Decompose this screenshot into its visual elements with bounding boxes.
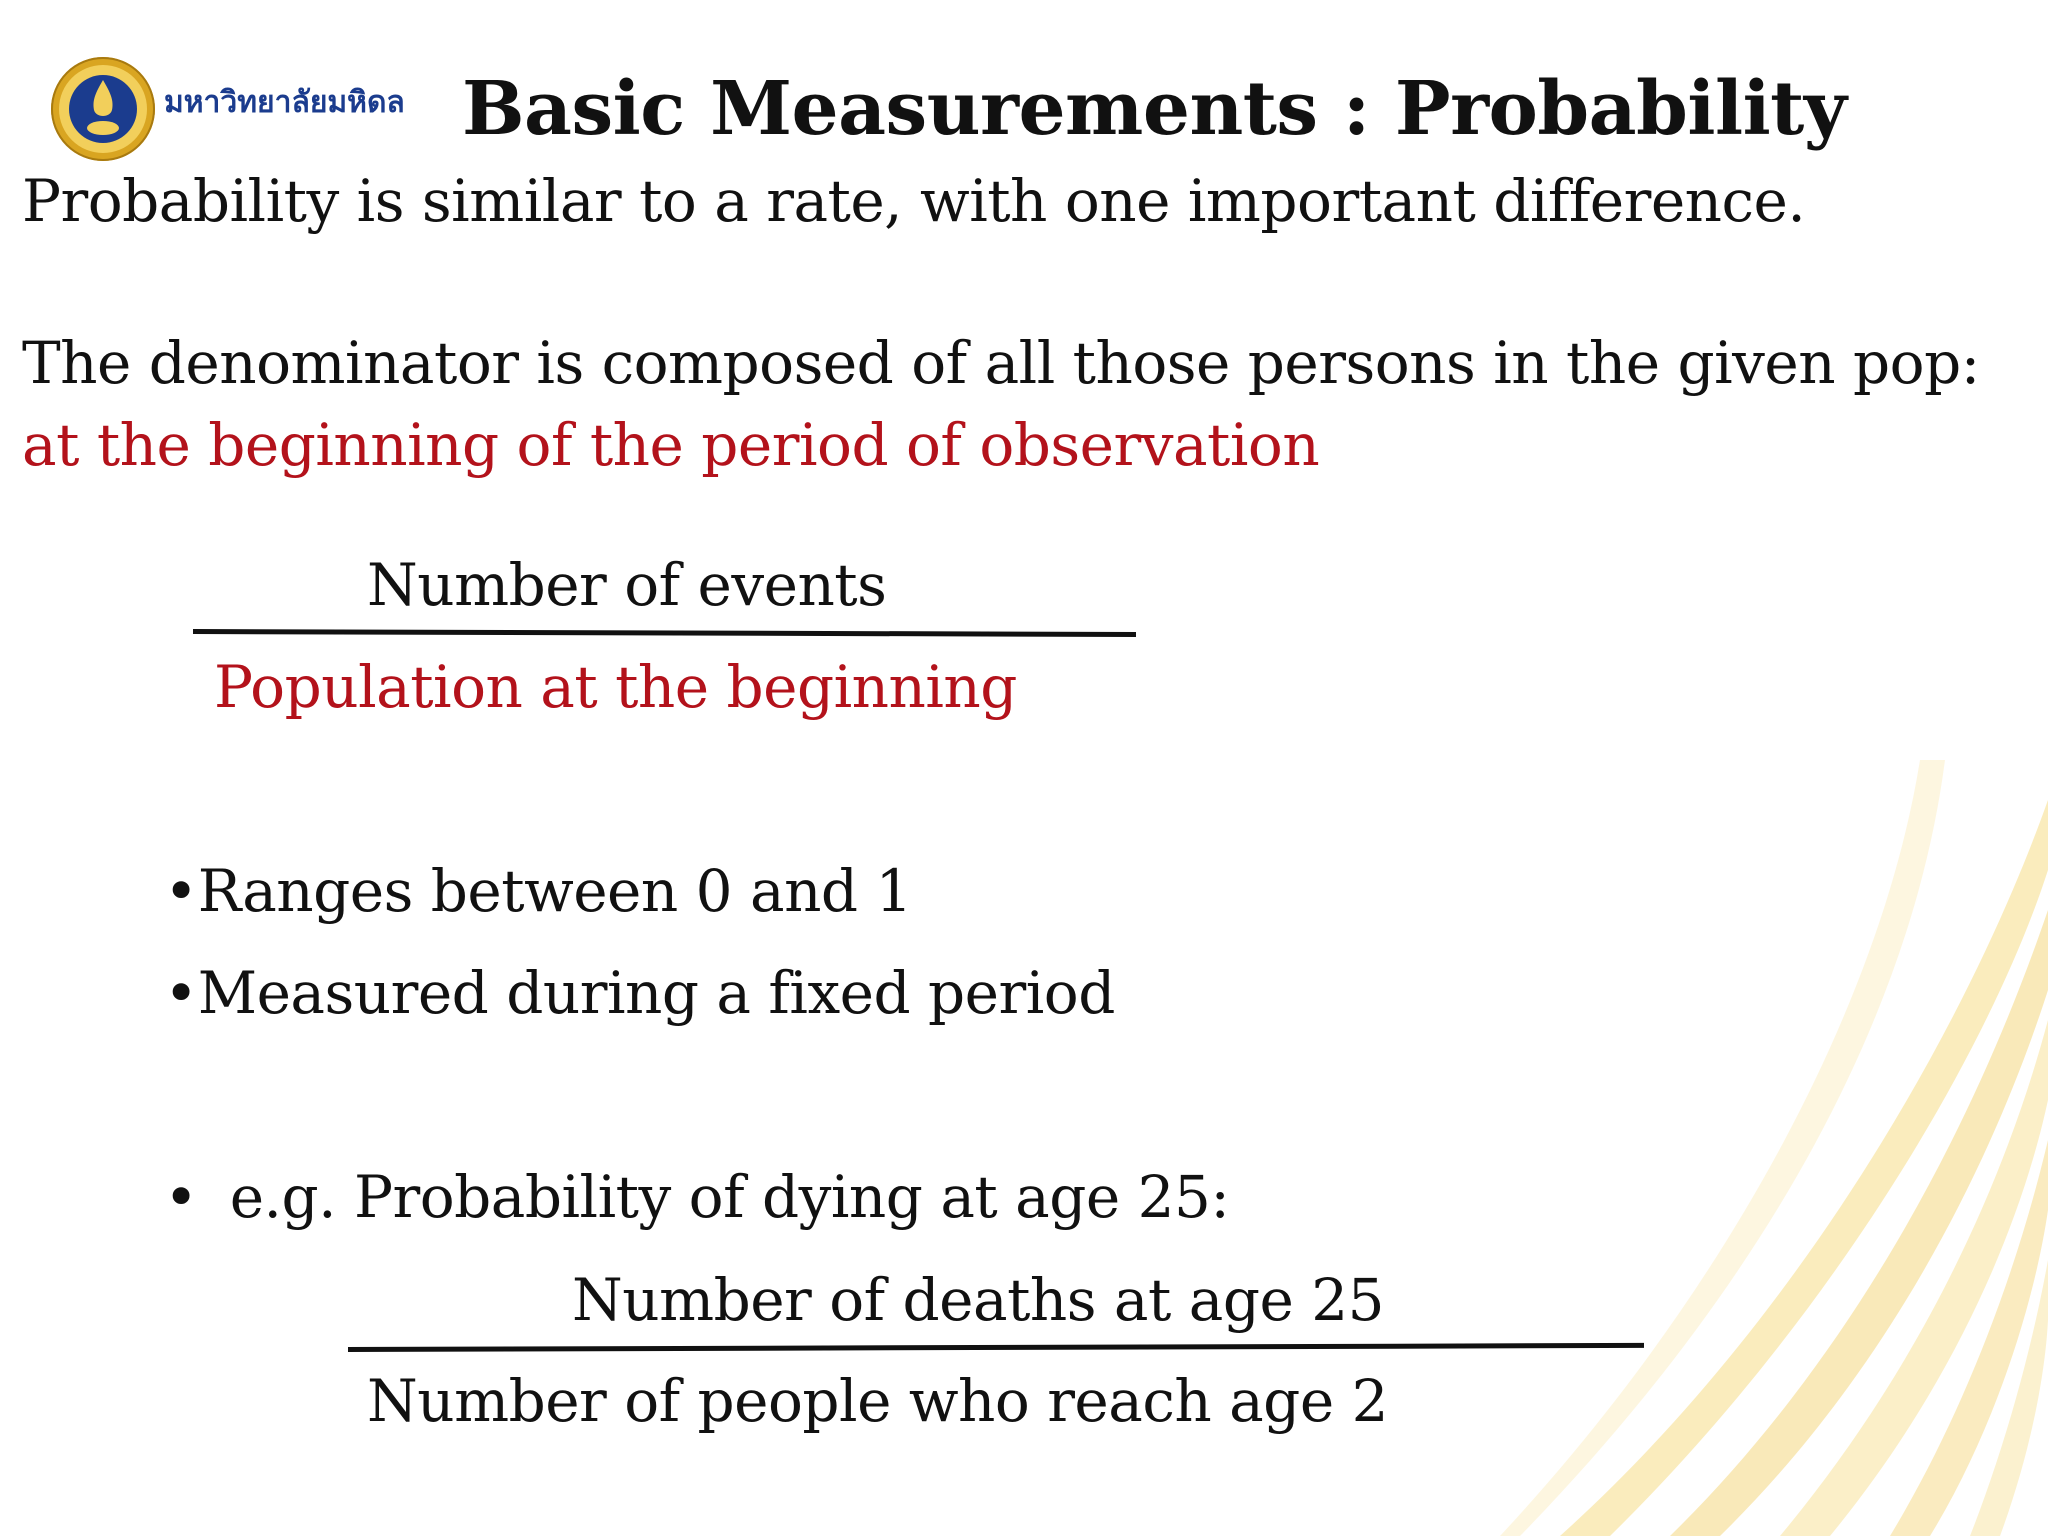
example-text: e.g. Probability of dying at age 25:: [229, 1163, 1230, 1231]
fraction1-numerator: Number of events: [367, 551, 887, 619]
bullet-item: [164, 959, 1115, 1027]
university-seal-logo: [48, 54, 158, 164]
bullet-item: [164, 857, 912, 925]
example-bullet: [164, 1163, 1230, 1231]
bullet-marker: •: [164, 959, 198, 1027]
intro-line-2: The denominator is composed of all those persons in the given pop:: [22, 329, 1980, 397]
intro-line-1: Probability is similar to a rate, with one important difference.: [22, 167, 1806, 235]
example-denominator: Number of people who reach age 2: [367, 1367, 1388, 1435]
slide-title: Basic Measurements : Probability: [462, 66, 1847, 152]
decorative-swoosh-graphic: [1500, 760, 2048, 1536]
bullet-marker: •: [164, 1163, 198, 1231]
fraction1-bar: [193, 629, 1136, 637]
logo-wordmark: มหาวิทยาลัยมหิดล: [164, 85, 405, 120]
intro-line-highlight: at the beginning of the period of observation: [22, 411, 1320, 479]
bullet-text: Ranges between 0 and 1: [197, 857, 912, 925]
bullet-text: Measured during a fixed period: [197, 959, 1115, 1027]
example-numerator: Number of deaths at age 25: [572, 1266, 1385, 1334]
bullet-marker: •: [164, 857, 198, 925]
example-fraction-bar: [348, 1343, 1644, 1352]
fraction1-denominator: Population at the beginning: [214, 653, 1017, 721]
